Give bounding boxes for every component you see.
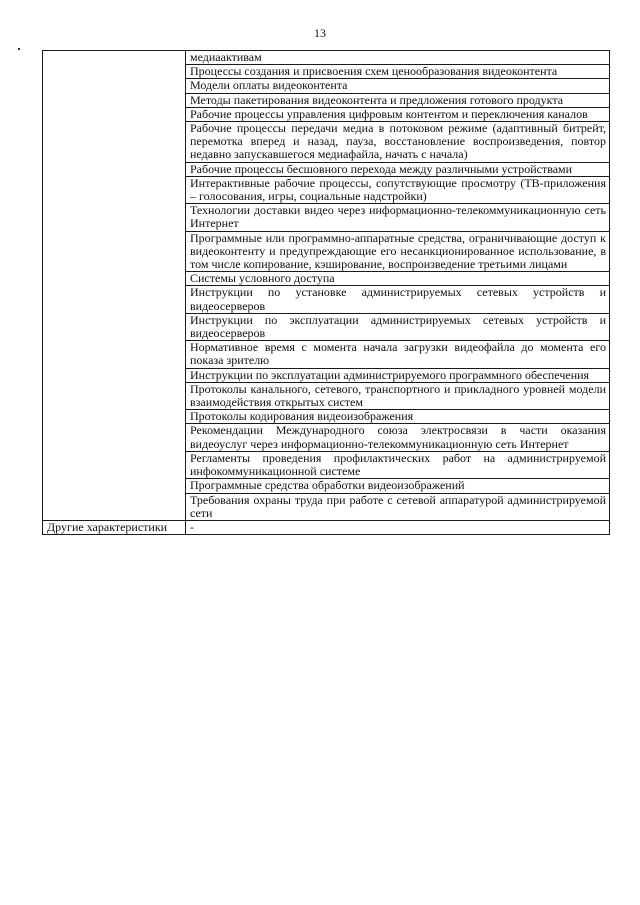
- table-row: [43, 520, 610, 534]
- requirement-item: Инструкции по установке администрируемых сетевых устройств и видеосерверов: [186, 286, 610, 313]
- requirement-item: Инструкции по эксплуатации администрируемых сетевых устройств и видеосерверов: [186, 313, 610, 340]
- other-characteristics-label: Другие характеристики: [43, 520, 186, 534]
- scan-dot: [18, 48, 20, 50]
- requirement-item: Регламенты проведения профилактических работ на администрируемой инфокоммуникационной системе: [186, 451, 610, 478]
- requirement-item: Программные средства обработки видеоизображений: [186, 479, 610, 493]
- requirement-item: Процессы создания и присвоения схем ценообразования видеоконтента: [186, 65, 610, 79]
- requirement-item: Инструкции по эксплуатации администрируемого программного обеспечения: [186, 368, 610, 382]
- requirement-item: Интерактивные рабочие процессы, сопутствующие просмотру (ТВ-приложения – голосования, игры, социальные надстройки): [186, 176, 610, 203]
- requirement-item: Программные или программно-аппаратные средства, ограничивающие доступ к видеоконтенту и предупреждающие его несанкционированное использование, в том числе копирование, кэширование, воспроизведение третьими лицами: [186, 231, 610, 272]
- requirement-item: Методы пакетирования видеоконтента и предложения готового продукта: [186, 93, 610, 107]
- requirement-item: Протоколы канального, сетевого, транспортного и прикладного уровней модели взаимодействия открытых систем: [186, 382, 610, 409]
- requirement-item: медиаактивам: [186, 51, 610, 65]
- page-number: 13: [314, 26, 326, 40]
- requirement-item: Рекомендации Международного союза электросвязи в части оказания видеоуслуг через информационно-телекоммуникационную сеть Интернет: [186, 424, 610, 451]
- requirement-item: Технологии доставки видео через информационно-телекоммуникационную сеть Интернет: [186, 204, 610, 231]
- label-cell-empty: [43, 51, 186, 521]
- requirement-item: Системы условного доступа: [186, 272, 610, 286]
- requirements-table: [42, 50, 610, 535]
- table-row: [43, 51, 610, 65]
- other-characteristics-value: -: [186, 520, 610, 534]
- requirement-item: Рабочие процессы бесшовного перехода между различными устройствами: [186, 162, 610, 176]
- requirement-item: Требования охраны труда при работе с сетевой аппаратурой администрируемой сети: [186, 493, 610, 520]
- requirement-item: Протоколы кодирования видеоизображения: [186, 410, 610, 424]
- requirement-item: Модели оплаты видеоконтента: [186, 79, 610, 93]
- requirement-item: Рабочие процессы управления цифровым контентом и переключения каналов: [186, 107, 610, 121]
- requirement-item: Рабочие процессы передачи медиа в потоковом режиме (адаптивный битрейт, перемотка вперед и назад, пауза, восстановление воспроизведения, повтор недавно запускавшегося медиафайла, начать с начала): [186, 122, 610, 163]
- requirement-item: Нормативное время с момента начала загрузки видеофайла до момента его показа зрителю: [186, 341, 610, 368]
